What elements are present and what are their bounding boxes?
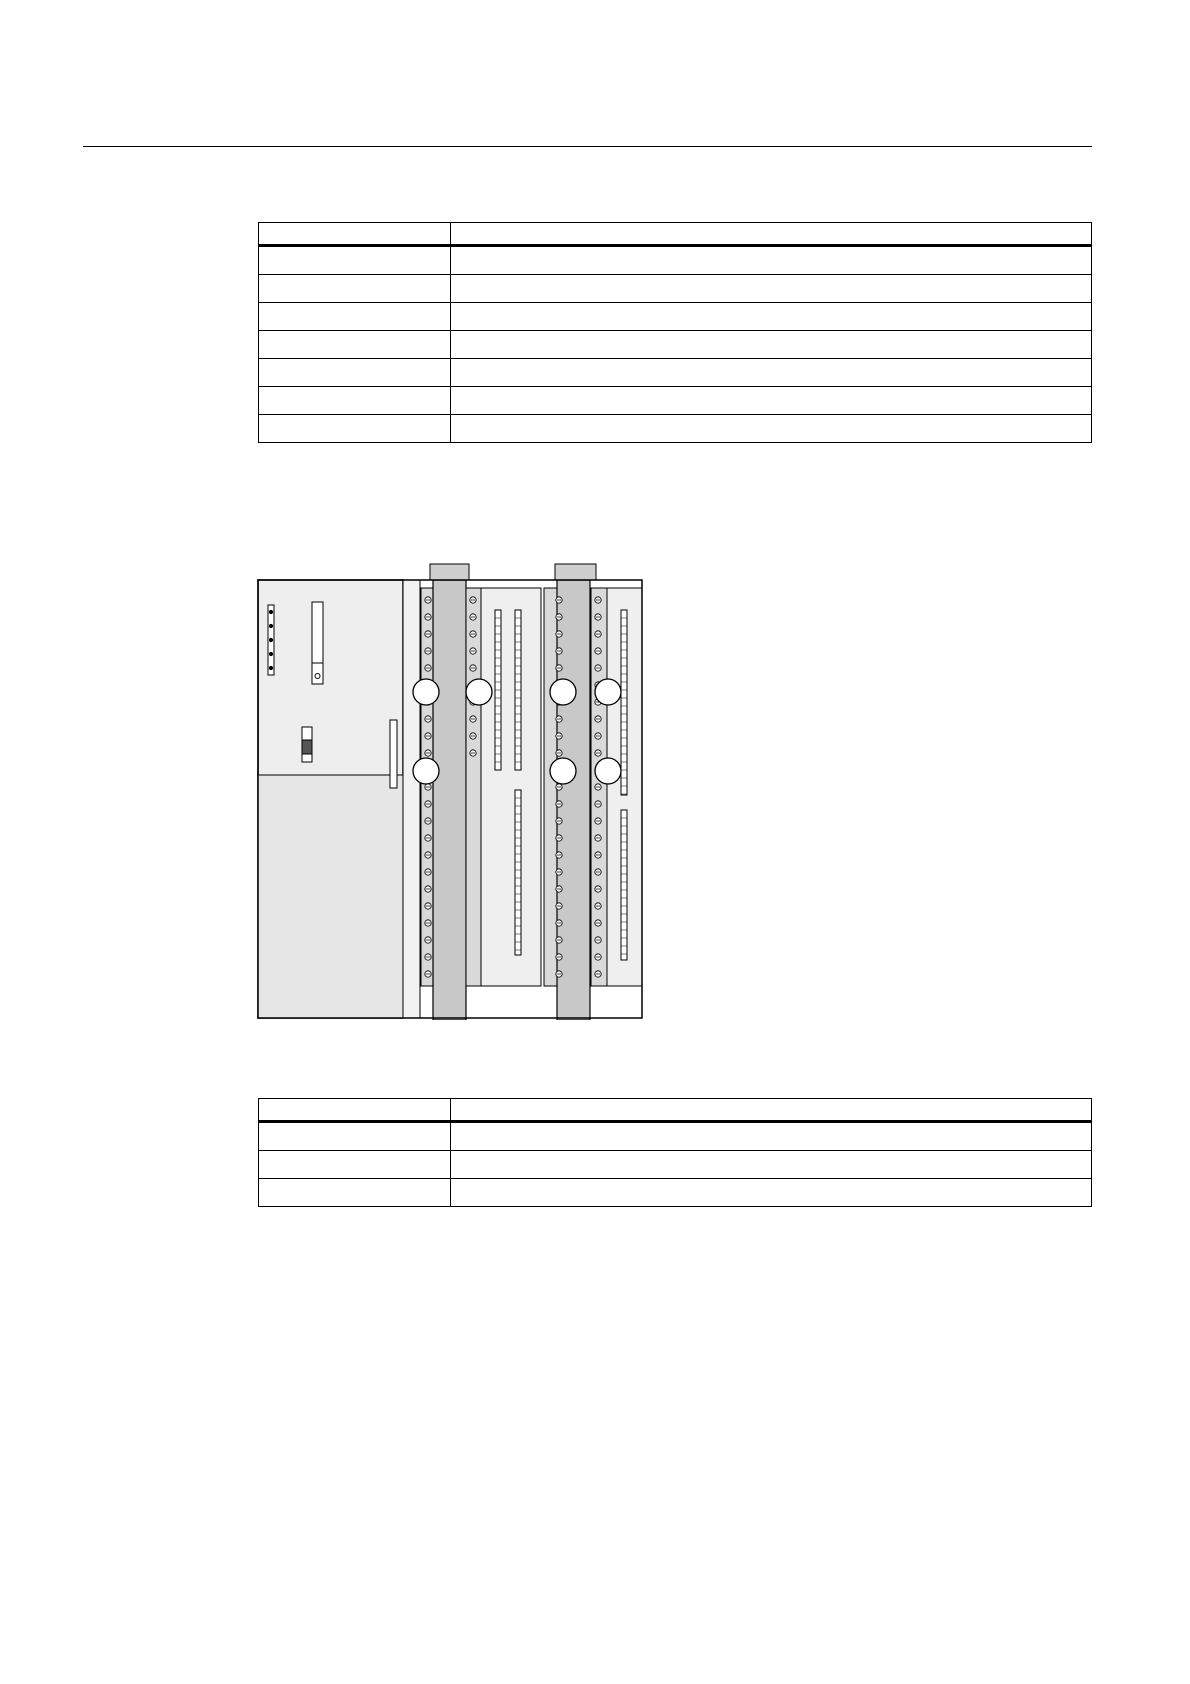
- header-rule: [83, 146, 1092, 147]
- table-cell: [451, 1179, 1092, 1207]
- module-tab-1: [430, 564, 469, 580]
- table-header-row: [259, 1099, 1092, 1122]
- column-header: [451, 1099, 1092, 1122]
- callout-marker: [413, 758, 439, 784]
- module-tab-2: [555, 564, 596, 580]
- led-column-4b: [621, 810, 627, 960]
- table-cell: [451, 246, 1092, 275]
- table-cell: [259, 1151, 451, 1179]
- table-cell: [451, 331, 1092, 359]
- table-cell: [259, 246, 451, 275]
- cpu-side-latch: [390, 720, 397, 788]
- callout-marker: [595, 758, 621, 784]
- module-body-2: [481, 588, 541, 986]
- table-row: [259, 275, 1092, 303]
- table-row: [259, 415, 1092, 443]
- table-cell: [259, 275, 451, 303]
- callout-marker: [413, 679, 439, 705]
- led-column-4a: [621, 610, 627, 795]
- table-cell: [451, 387, 1092, 415]
- cpu-status-leds: [268, 605, 274, 675]
- table-row: [259, 387, 1092, 415]
- table-cell: [451, 415, 1092, 443]
- table-row: [259, 1151, 1092, 1179]
- table-header-row: [259, 223, 1092, 246]
- callout-marker: [550, 758, 576, 784]
- terminal-strip-2: [557, 580, 590, 1020]
- led-column-2c: [515, 790, 521, 955]
- memory-card-slot: [312, 602, 323, 667]
- cpu-right-edge: [403, 580, 420, 1018]
- table-row: [259, 303, 1092, 331]
- top-table: [258, 222, 1092, 443]
- callout-marker: [550, 679, 576, 705]
- table-cell: [259, 359, 451, 387]
- table-row: [259, 1122, 1092, 1151]
- table-cell: [259, 1122, 451, 1151]
- table-cell: [259, 303, 451, 331]
- column-header: [451, 223, 1092, 246]
- table-cell: [259, 387, 451, 415]
- table-cell: [451, 1151, 1092, 1179]
- bottom-table: [258, 1098, 1092, 1207]
- table-row: [259, 246, 1092, 275]
- module-figure: [255, 560, 675, 1020]
- table-cell: [451, 359, 1092, 387]
- callout-marker: [466, 679, 492, 705]
- table-row: [259, 331, 1092, 359]
- table-cell: [451, 1122, 1092, 1151]
- column-header: [259, 1099, 451, 1122]
- table-cell: [259, 331, 451, 359]
- table-row: [259, 359, 1092, 387]
- table-cell: [451, 275, 1092, 303]
- table-cell: [259, 415, 451, 443]
- mode-switch: [302, 727, 312, 762]
- callout-marker: [595, 679, 621, 705]
- terminal-strip-1: [433, 580, 466, 1020]
- cpu-lower-panel: [258, 775, 403, 1018]
- table-cell: [259, 1179, 451, 1207]
- table-cell: [451, 303, 1092, 331]
- column-header: [259, 223, 451, 246]
- table-row: [259, 1179, 1092, 1207]
